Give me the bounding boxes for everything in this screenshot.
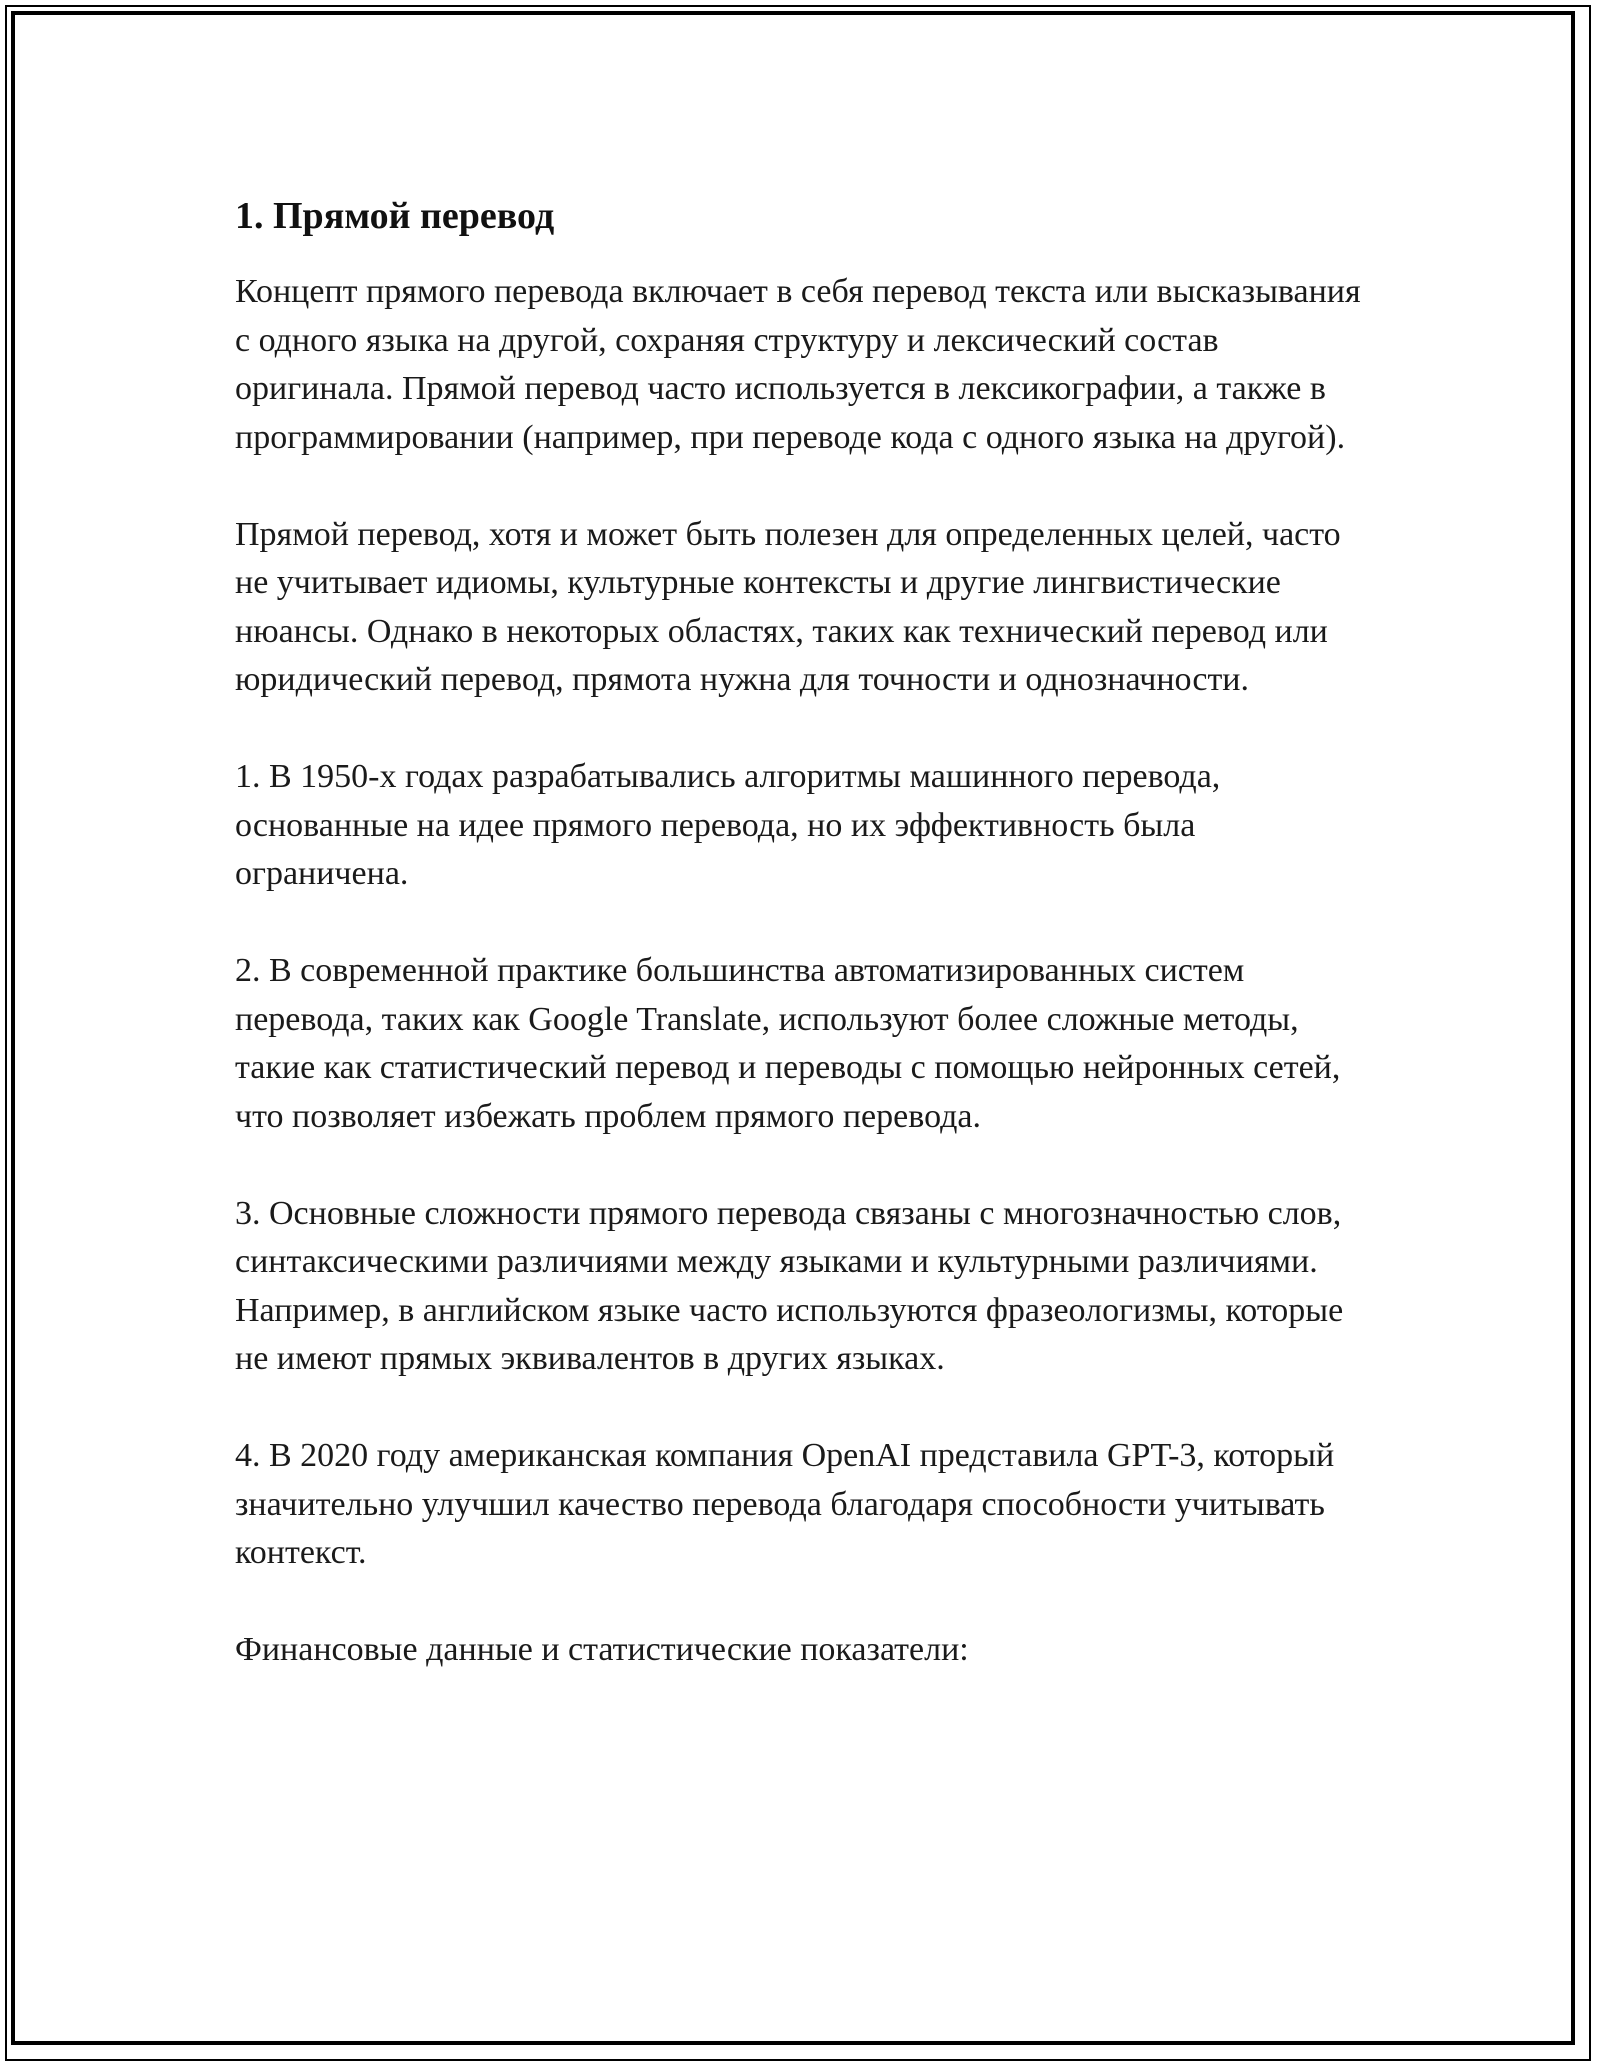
section-heading: 1. Прямой перевод (235, 195, 555, 237)
document-body (235, 180, 1375, 1675)
paragraph-intro: Концепт прямого перевода включает в себя перевод текста или высказывания с одного языка на другой, сохраняя структуру и лексический состав оригинала. Прямой перевод часто используется в лексикографии, а также в программировании (например, при переводе кода с одного языка на другой). (235, 273, 1361, 456)
paragraph-financial-intro: Финансовые данные и статистические показатели: (235, 1631, 969, 1668)
paragraph-limitations: Прямой перевод, хотя и может быть полезен для определенных целей, часто не учитывает идиомы, культурные контексты и другие лингвистические нюансы. Однако в некоторых областях, таких как технический перевод или юридический перевод, прямота нужна для точности и однозначности. (235, 515, 1341, 698)
list-item-3: 3. Основные сложности прямого перевода связаны с многозначностью слов, синтаксическими различиями между языками и культурными различиями. Например, в английском языке часто используются фразеологизмы, которые не имеют прямых эквивалентов в других языках. (235, 1194, 1344, 1377)
list-item-1: 1. В 1950-х годах разрабатывались алгоритмы машинного перевода, основанные на идее прямого перевода, но их эффективность была ограничена. (235, 758, 1221, 892)
list-item-2: 2. В современной практике большинства автоматизированных систем перевода, таких как Google Translate, используют более сложные методы, такие как статистический перевод и переводы с помощью нейронных сетей, что позволяет избежать проблем прямого перевода. (235, 952, 1341, 1135)
list-item-4: 4. В 2020 году американская компания OpenAI представила GPT-3, который значительно улучшил качество перевода благодаря способности учитывать контекст. (235, 1437, 1335, 1571)
